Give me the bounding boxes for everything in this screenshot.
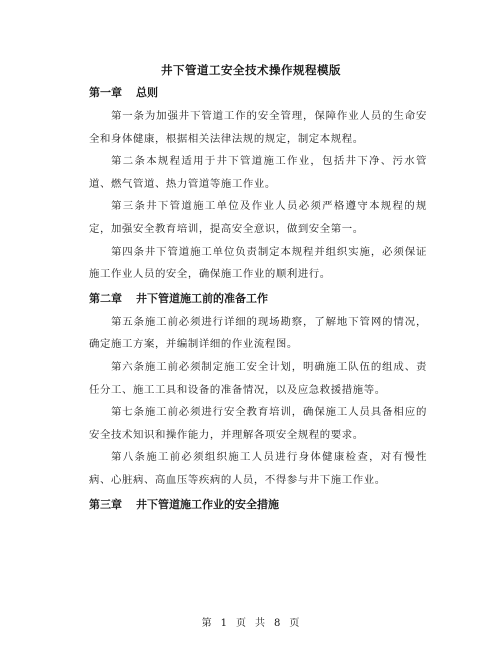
footer-total-label: 共 bbox=[255, 618, 266, 629]
article-paragraph: 第二条本规程适用于井下管道施工作业，包括井下净、污水管道、燃气管道、热力管道等施工作业。 bbox=[89, 155, 427, 190]
total-pages-number: 8 bbox=[274, 618, 282, 629]
footer-page-label: 页 bbox=[236, 618, 247, 629]
chapter-heading bbox=[89, 497, 427, 512]
chapter-title: 井下管道施工作业的安全措施 bbox=[136, 497, 279, 511]
document-body bbox=[89, 80, 427, 517]
chapter-number: 第三章 bbox=[89, 497, 122, 511]
chapter-number: 第一章 bbox=[89, 86, 122, 99]
footer-prefix: 第 bbox=[201, 618, 213, 629]
footer-suffix: 页 bbox=[289, 618, 301, 629]
article-paragraph: 第一条为加强井下管道工作的安全管理，保障作业人员的生命安全和身体健康，根据相关法律法规的规定，制定本规程。 bbox=[89, 110, 427, 145]
current-page-number: 1 bbox=[220, 618, 228, 629]
chapter-title: 井下管道施工前的准备工作 bbox=[136, 291, 268, 305]
chapter-heading bbox=[89, 85, 427, 100]
article-paragraph: 第六条施工前必须制定施工安全计划，明确施工队伍的组成、责任分工、施工工具和设备的准备情况，以及应急救援措施等。 bbox=[89, 360, 427, 396]
article-paragraph: 第四条井下管道施工单位负责制定本规程并组织实施，必须保证施工作业人员的安全，确保施工作业的顺利进行。 bbox=[89, 245, 427, 281]
chapter-heading bbox=[89, 291, 427, 306]
chapter-title: 总则 bbox=[136, 86, 158, 99]
chapter-number: 第二章 bbox=[89, 291, 122, 305]
article-paragraph: 第五条施工前必须进行详细的现场勘察，了解地下管网的情况，确定施工方案，并编制详细的作业流程图。 bbox=[89, 315, 427, 351]
document-title: 井下管道工安全技术操作规程模版 bbox=[161, 63, 341, 77]
article-paragraph: 第七条施工前必须进行安全教育培训，确保施工人员具备相应的安全技术知识和操作能力，并理解各项安全规程的要求。 bbox=[89, 406, 427, 441]
page-footer bbox=[0, 614, 502, 629]
article-paragraph: 第三条井下管道施工单位及作业人员必须严格遵守本规程的规定，加强安全教育培训，提高安全意识，做到安全第一。 bbox=[89, 200, 427, 235]
article-paragraph: 第八条施工前必须组织施工人员进行身体健康检查，对有慢性病、心脏病、高血压等疾病的人员，不得参与井下施工作业。 bbox=[89, 451, 427, 486]
